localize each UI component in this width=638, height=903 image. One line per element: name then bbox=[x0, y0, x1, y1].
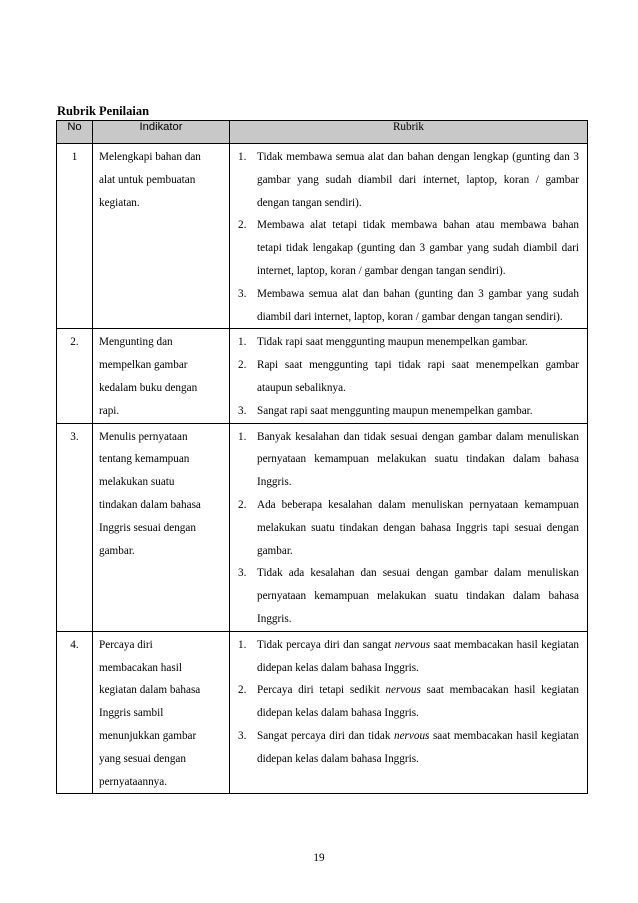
indikator-line: Inggris sesuai dengan bbox=[99, 521, 196, 534]
indikator-line: melakukan suatu bbox=[99, 476, 175, 489]
criteria-number: 3. bbox=[238, 287, 247, 300]
criteria-text: Ada beberapa kesalahan dalam menuliskan pernyataan kemampuan melakukan suatu tindakan dengan bahasa Inggris tapi sesuai dengan gambar. bbox=[257, 498, 579, 557]
criteria-number: 1. bbox=[238, 151, 247, 163]
table-row bbox=[57, 144, 588, 329]
header-no: No bbox=[57, 121, 93, 144]
criteria-text: Banyak kesalahan dan tidak sesuai dengan gambar dalam menuliskan pernyataan kemampuan melakukan suatu tindakan dalam bahasa Inggris. bbox=[257, 430, 579, 489]
criteria-text: Rapi saat menggunting tapi tidak rapi saat menempelkan gambar ataupun sebaliknya. bbox=[257, 359, 579, 394]
row-number: 2. bbox=[57, 329, 93, 423]
criteria-item bbox=[238, 426, 579, 494]
header-rubrik: Rubrik bbox=[230, 121, 588, 144]
criteria-text: Tidak percaya diri dan sangat bbox=[257, 638, 395, 651]
indikator-line: tentang kemampuan bbox=[99, 453, 190, 466]
criteria-item bbox=[238, 562, 579, 630]
rubric-table-header bbox=[57, 121, 588, 144]
row-number: 3. bbox=[57, 423, 93, 631]
criteria-item bbox=[238, 283, 579, 329]
criteria-term: nervous bbox=[393, 729, 430, 742]
criteria-item bbox=[238, 331, 579, 354]
rubrik-cell bbox=[230, 144, 588, 329]
criteria-text: Tidak rapi saat menggunting maupun menempelkan gambar. bbox=[257, 336, 528, 349]
header-row bbox=[57, 121, 588, 144]
criteria-list bbox=[238, 426, 579, 631]
indikator-line: Melengkapi bahan dan bbox=[99, 151, 201, 163]
criteria-number: 1. bbox=[238, 638, 247, 651]
indikator-line: yang sesuai dengan bbox=[99, 752, 186, 765]
criteria-term: nervous bbox=[385, 684, 421, 697]
indikator-line: kegiatan dalam bahasa bbox=[99, 684, 201, 697]
criteria-text: Sangat percaya diri dan tidak bbox=[257, 729, 394, 742]
criteria-item bbox=[238, 214, 579, 282]
criteria-list bbox=[238, 331, 579, 422]
criteria-number: 1. bbox=[238, 336, 247, 349]
indikator-cell bbox=[93, 423, 230, 631]
criteria-item bbox=[238, 494, 579, 562]
criteria-text: Tidak ada kesalahan dan sesuai dengan gambar dalam menuliskan pernyataan kemampuan melakukan suatu tindakan dalam bahasa Inggris. bbox=[257, 567, 579, 625]
criteria-number: 2. bbox=[238, 498, 247, 511]
rubric-table-body bbox=[57, 144, 588, 794]
indikator-line: mempelkan gambar bbox=[99, 359, 188, 372]
criteria-number: 1. bbox=[238, 430, 247, 443]
section-title: Rubrik Penilaian bbox=[57, 104, 150, 118]
indikator-line: kedalam buku dengan bbox=[99, 381, 198, 394]
indikator-cell bbox=[93, 144, 230, 329]
criteria-text: saat membacakan hasil kegiatan didepan kelas dalam bahasa Inggris. bbox=[257, 729, 579, 765]
criteria-text: Tidak membawa semua alat dan bahan dengan lengkap (gunting dan 3 gambar yang sudah diambil dari internet, laptop, koran / gambar dengan tangan sendiri). bbox=[257, 151, 579, 209]
criteria-number: 3. bbox=[238, 729, 247, 742]
indikator-line: menunjukkan gambar bbox=[99, 729, 197, 742]
row-number: 1 bbox=[57, 144, 93, 329]
rubric-table bbox=[56, 120, 588, 794]
rubrik-cell bbox=[230, 329, 588, 423]
indikator-line: rapi. bbox=[99, 404, 120, 417]
criteria-item bbox=[238, 354, 579, 400]
criteria-item bbox=[238, 725, 579, 771]
table-row bbox=[57, 423, 588, 631]
page-number: 19 bbox=[313, 852, 325, 864]
indikator-cell bbox=[93, 329, 230, 423]
indikator-cell bbox=[93, 631, 230, 794]
table-row bbox=[57, 329, 588, 423]
indikator-line: Mengunting dan bbox=[99, 336, 173, 349]
criteria-list bbox=[238, 634, 579, 771]
indikator-line: Percaya diri bbox=[99, 638, 153, 651]
criteria-text: Membawa semua alat dan bahan (gunting dan 3 gambar yang sudah diambil dari internet, laptop, koran / gambar dengan tangan sendiri). bbox=[257, 287, 579, 323]
criteria-number: 3. bbox=[238, 404, 247, 417]
criteria-number: 2. bbox=[238, 684, 247, 697]
rubrik-cell bbox=[230, 631, 588, 794]
criteria-text: Sangat rapi saat menggunting maupun menempelkan gambar. bbox=[257, 404, 533, 417]
criteria-term: nervous bbox=[394, 638, 431, 651]
criteria-list bbox=[238, 146, 579, 328]
indikator-line: pernyataannya. bbox=[99, 775, 168, 788]
criteria-number: 2. bbox=[238, 359, 247, 372]
criteria-item bbox=[238, 634, 579, 680]
table-row bbox=[57, 631, 588, 794]
indikator-line: alat untuk pembuatan bbox=[99, 173, 196, 186]
criteria-text: saat membacakan hasil kegiatan didepan kelas dalam bahasa Inggris. bbox=[257, 638, 579, 674]
header-indikator: Indikator bbox=[93, 121, 230, 144]
indikator-line: membacakan hasil bbox=[99, 661, 182, 674]
criteria-item bbox=[238, 146, 579, 214]
criteria-item bbox=[238, 679, 579, 725]
rubrik-cell bbox=[230, 423, 588, 631]
indikator-line: gambar. bbox=[99, 544, 135, 557]
criteria-number: 3. bbox=[238, 567, 247, 580]
indikator-line: Inggris sambil bbox=[99, 707, 164, 720]
indikator-line: kegiatan. bbox=[99, 196, 140, 209]
indikator-line: tindakan dalam bahasa bbox=[99, 498, 201, 511]
criteria-text: saat membacakan hasil kegiatan didepan kelas dalam bahasa Inggris. bbox=[257, 684, 580, 720]
criteria-text: Percaya diri tetapi sedikit bbox=[257, 684, 386, 697]
indikator-line: Menulis pernyataan bbox=[99, 430, 188, 443]
row-number: 4. bbox=[57, 631, 93, 794]
criteria-item bbox=[238, 400, 579, 423]
criteria-text: Membawa alat tetapi tidak membawa bahan atau membawa bahan tetapi tidak lengakap (gunting dan 3 gambar yang sudah diambil dari internet, laptop, koran / gambar dengan tangan sendiri). bbox=[257, 219, 579, 277]
criteria-number: 2. bbox=[238, 219, 247, 232]
